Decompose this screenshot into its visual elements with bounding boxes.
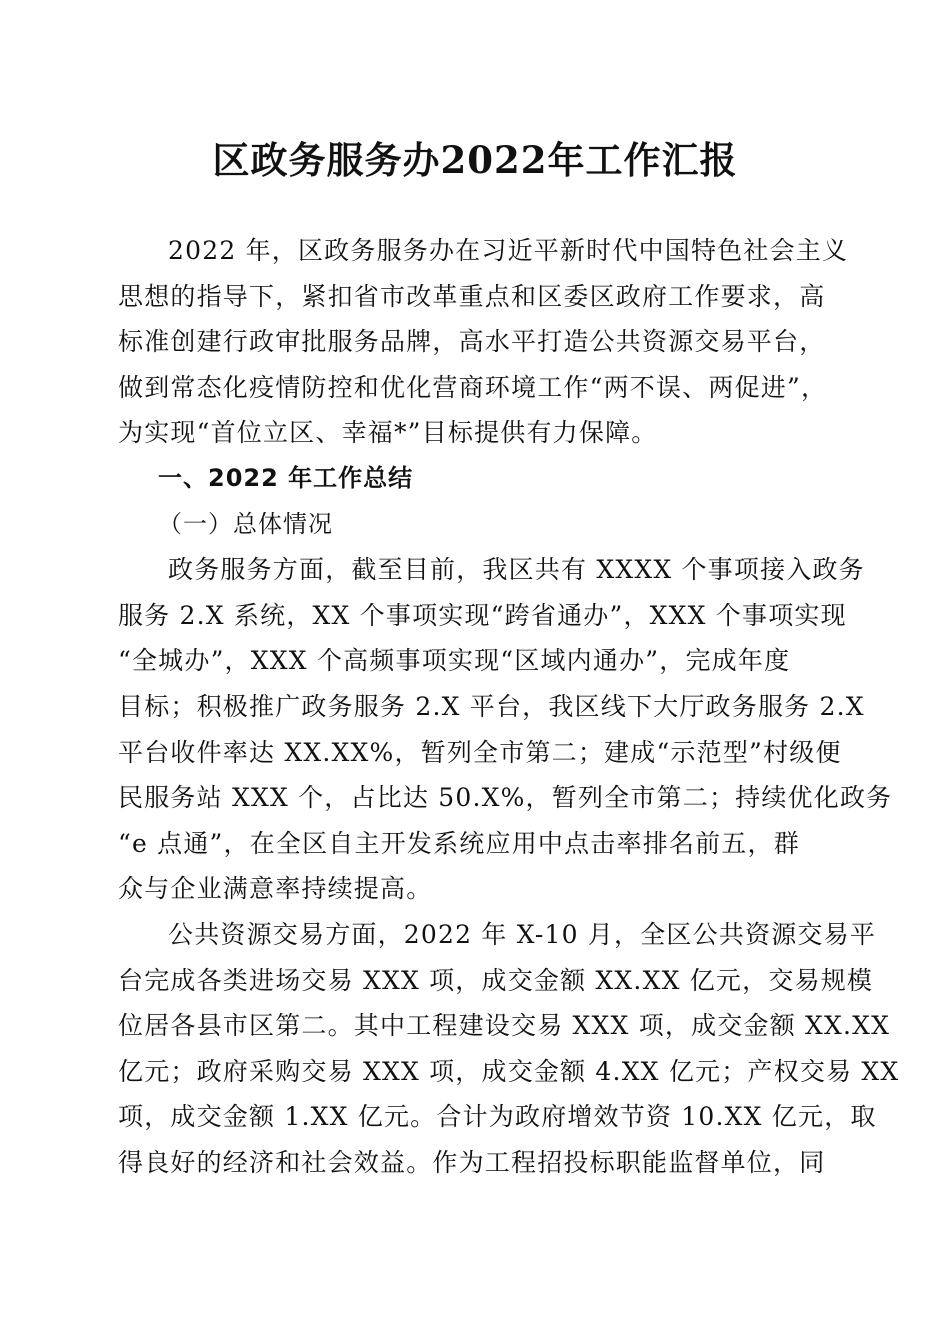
text-line: 项，成交金额 1.XX 亿元。合计为政府增效节资 10.XX 亿元，取 (118, 1102, 877, 1132)
text-line: 公共资源交易方面，2022 年 X-10 月，全区公共资源交易平 (168, 919, 877, 949)
text-line: “全城办”，XXX 个高频事项实现“区域内通办”，完成年度 (118, 646, 791, 676)
text-line: 平台收件率达 XX.XX%，暂列全市第二；建成“示范型”村级便 (118, 737, 842, 767)
document-body (118, 228, 900, 1185)
subsection-heading: （一）总体情况 (158, 509, 333, 538)
text-line: 2022 年，区政务服务办在习近平新时代中国特色社会主义 (168, 236, 849, 265)
text-line: 做到常态化疫情防控和优化营商环境工作“两不误、两促进”， (118, 372, 828, 402)
text-line: 位居各县市区第二。其中工程建设交易 XXX 项，成交金额 XX.XX (118, 1011, 891, 1041)
text-line: 民服务站 XXX 个，占比达 50.X%，暂列全市第二；持续优化政务 (118, 783, 893, 813)
text-line: “e 点通”，在全区自主开发系统应用中点击率排名前五，群 (118, 828, 800, 858)
text-line: 思想的指导下，紧扣省市改革重点和区委区政府工作要求，高 (118, 281, 826, 311)
intro-paragraph (118, 228, 849, 456)
text-line: 标准创建行政审批服务品牌，高水平打造公共资源交易平台， (118, 327, 826, 357)
text-line: 服务 2.X 系统，XX 个事项实现“跨省通办”，XXX 个事项实现 (118, 600, 847, 630)
text-line: 众与企业满意率持续提高。 (118, 874, 433, 904)
section-heading: 一、2022 年工作总结 (158, 463, 414, 492)
text-line: 台完成各类进场交易 XXX 项，成交金额 XX.XX 亿元，交易规模 (118, 965, 874, 995)
text-line: 目标；积极推广政务服务 2.X 平台，我区线下大厅政务服务 2.X (118, 691, 865, 721)
document-title: 区政务服务办2022年工作汇报 (212, 138, 738, 182)
text-line: 为实现“首位立区、幸福*”目标提供有力保障。 (118, 418, 658, 448)
service-paragraph (118, 547, 893, 912)
text-line: 得良好的经济和社会效益。作为工程招投标职能监督单位，同 (118, 1147, 826, 1177)
text-line: 政务服务方面，截至目前，我区共有 XXXX 个事项接入政务 (168, 555, 865, 585)
trading-paragraph (118, 912, 900, 1186)
text-line: 亿元；政府采购交易 XXX 项，成交金额 4.XX 亿元；产权交易 XX (118, 1056, 900, 1086)
